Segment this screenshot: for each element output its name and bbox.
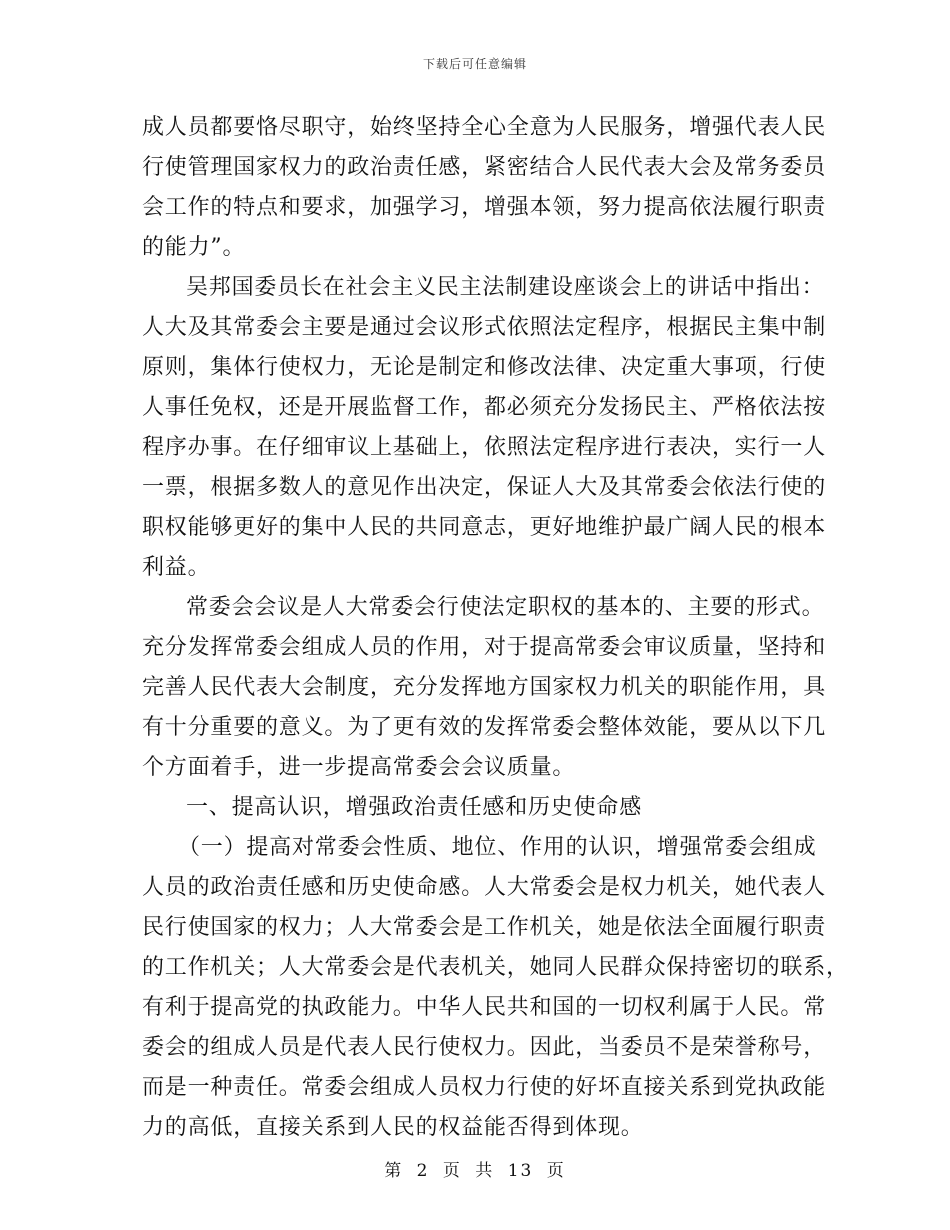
text-line: 程序办事。在仔细审议上基础上，依照法定程序进行表决，实行一人 [142, 435, 827, 460]
footer-prefix: 第 [384, 1161, 404, 1181]
text-line: 利益。 [142, 555, 211, 580]
text-line: 原则，集体行使权力，无论是制定和修改法律、决定重大事项，行使 [142, 355, 827, 380]
text-line: 充分发挥常委会组成人员的作用，对于提高常委会审议质量，坚持和 [142, 635, 827, 660]
body-text [142, 108, 849, 1148]
text-line: 有利于提高党的执政能力。中华人民共和国的一切权利属于人民。常 [142, 995, 827, 1020]
text-line: 力的高低，直接关系到人民的权益能否得到体现。 [142, 1115, 644, 1140]
text-line: 的工作机关；人大常委会是代表机关，她同人民群众保持密切的联系， [142, 955, 849, 980]
text-line: 而是一种责任。常委会组成人员权力行使的好坏直接关系到党执政能 [142, 1075, 827, 1100]
text-line: 行使管理国家权力的政治责任感，紧密结合人民代表大会及常务委员 [142, 155, 827, 180]
text-line: 人事任免权，还是开展监督工作，都必须充分发扬民主、严格依法按 [142, 395, 827, 420]
text-line: 委会的组成人员是代表人民行使权力。因此，当委员不是荣誉称号， [142, 1035, 827, 1060]
page-footer [0, 1156, 950, 1181]
paragraph-start-line: 吴邦国委员长在社会主义民主法制建设座谈会上的讲话中指出： [186, 275, 825, 300]
text-line: 完善人民代表大会制度，充分发挥地方国家权力机关的职能作用，具 [142, 675, 827, 700]
paragraph-start-line: 常委会会议是人大常委会行使法定职权的基本的、主要的形式。 [186, 595, 825, 620]
subsection-start-line: （一）提高对常委会性质、地位、作用的认识，增强常委会组成 [178, 835, 817, 860]
total-pages-number: 13 [507, 1161, 534, 1181]
text-line: 个方面着手，进一步提高常委会会议质量。 [142, 755, 576, 780]
text-line: 一票，根据多数人的意见作出决定，保证人大及其常委会依法行使的 [142, 475, 827, 500]
footer-page-word: 页 [442, 1161, 462, 1181]
text-line: 人大及其常委会主要是通过会议形式依照法定程序，根据民主集中制 [142, 315, 827, 340]
section-heading: 一、提高认识，增强政治责任感和历史使命感 [186, 795, 643, 820]
footer-total-word: 共 [475, 1161, 495, 1181]
text-line: 的能力”。 [142, 235, 246, 260]
text-line: 职权能够更好的集中人民的共同意志，更好地维护最广阔人民的根本 [142, 515, 827, 540]
footer-suffix: 页 [546, 1161, 566, 1181]
text-line: 会工作的特点和要求，加强学习，增强本领，努力提高依法履行职责 [142, 195, 827, 220]
text-line: 民行使国家的权力；人大常委会是工作机关，她是依法全面履行职责 [142, 915, 827, 940]
current-page-number: 2 [416, 1161, 430, 1181]
header-note: 下载后可任意编辑 [422, 57, 527, 71]
text-line: 成人员都要恪尽职守，始终坚持全心全意为人民服务，增强代表人民 [142, 115, 827, 140]
text-line: 人员的政治责任感和历史使命感。人大常委会是权力机关，她代表人 [142, 875, 827, 900]
text-line: 有十分重要的意义。为了更有效的发挥常委会整体效能，要从以下几 [142, 715, 827, 740]
